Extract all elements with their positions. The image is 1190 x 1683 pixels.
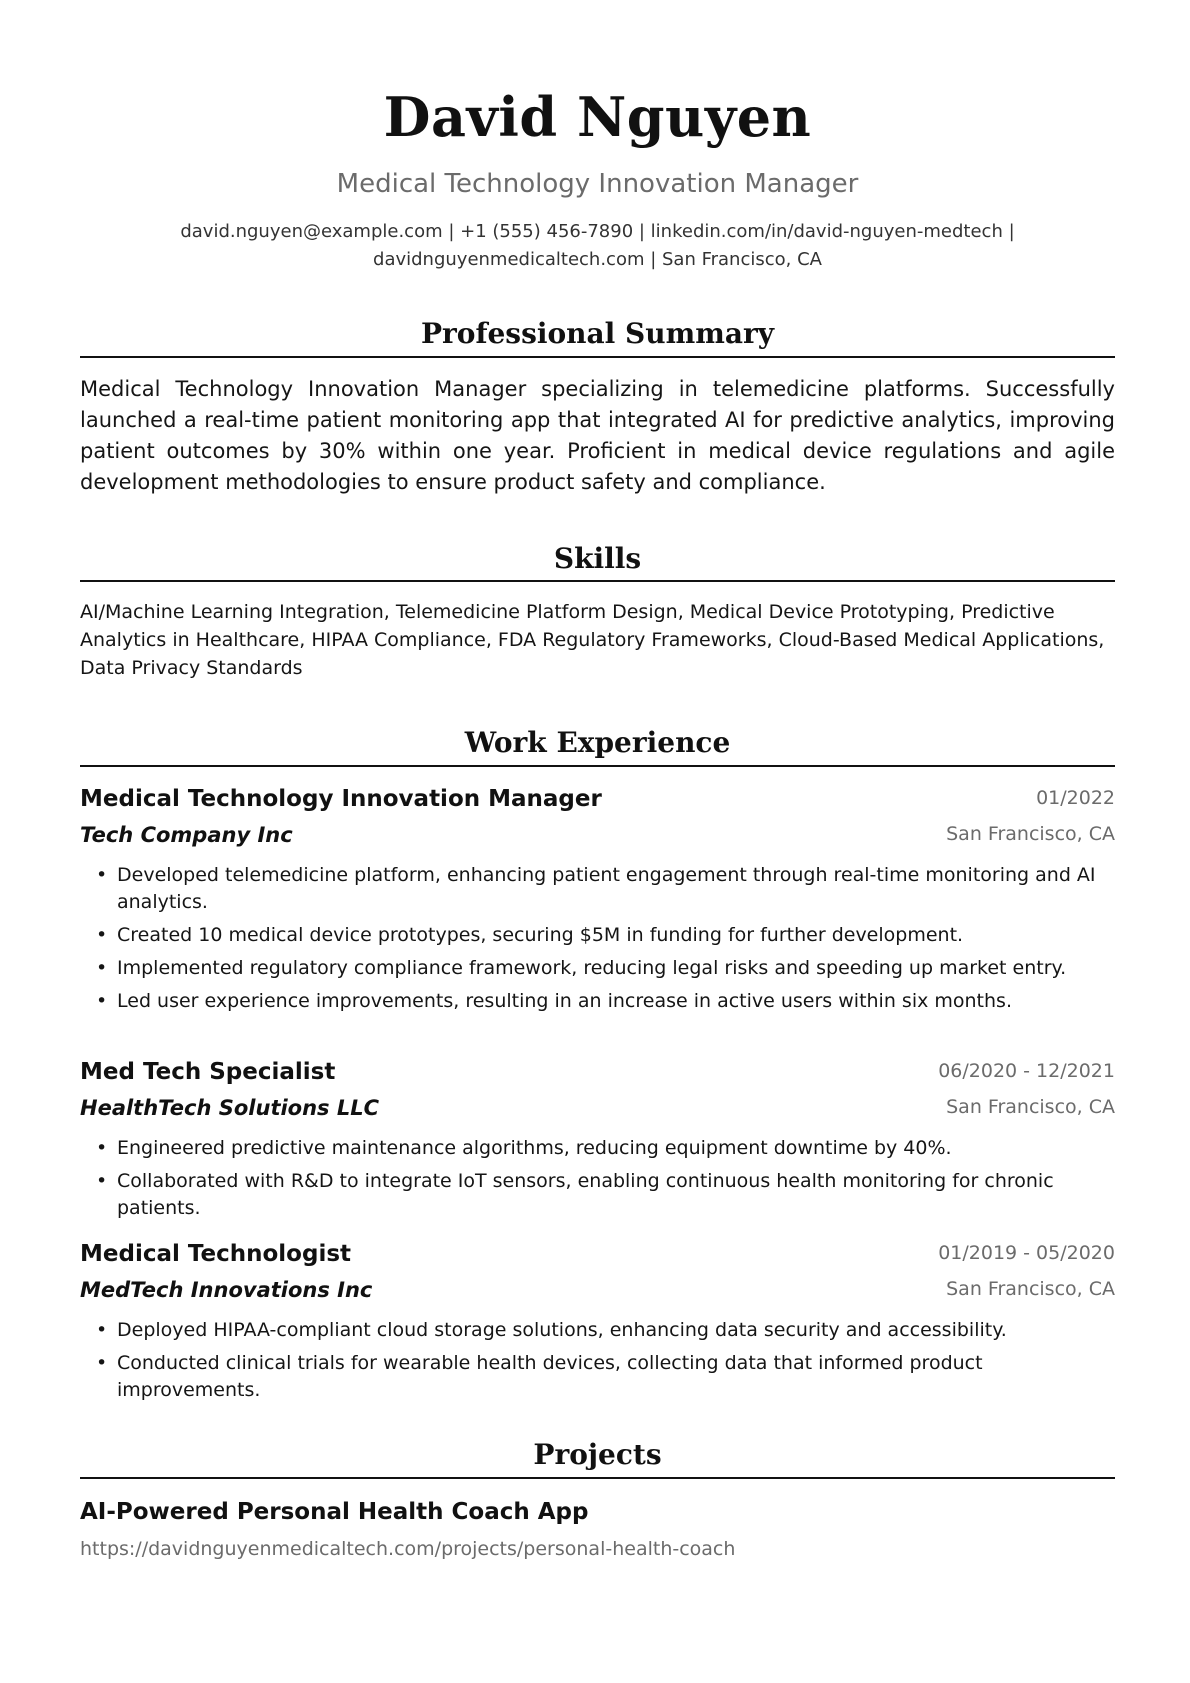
job-bullets bbox=[80, 1317, 1115, 1404]
project-link[interactable]: https://davidnguyenmedicaltech.com/projects/personal-health-coach bbox=[80, 1538, 736, 1560]
job-entry bbox=[80, 1237, 1115, 1410]
job-date: 06/2020 - 12/2021 bbox=[938, 1060, 1115, 1082]
experience-divider bbox=[80, 765, 1115, 767]
project-title: AI-Powered Personal Health Coach App bbox=[80, 1499, 589, 1525]
job-bullet: • Conducted clinical trials for wearable health devices, collecting data that informed product improvements. bbox=[80, 1350, 1115, 1404]
job-date: 01/2022 bbox=[1036, 787, 1115, 809]
skills-divider bbox=[80, 580, 1115, 582]
experience-section-title: Work Experience bbox=[464, 726, 731, 759]
job-location: San Francisco, CA bbox=[946, 1278, 1115, 1300]
summary-divider bbox=[80, 356, 1115, 358]
job-title: Medical Technologist bbox=[80, 1241, 352, 1267]
job-bullet: • Led user experience improvements, resulting in an increase in active users within six months. bbox=[80, 988, 1115, 1015]
job-company: HealthTech Solutions LLC bbox=[80, 1096, 380, 1120]
contact-info bbox=[80, 218, 1115, 274]
job-bullet: • Created 10 medical device prototypes, securing $5M in funding for further development. bbox=[80, 922, 1115, 949]
job-date: 01/2019 - 05/2020 bbox=[938, 1242, 1115, 1264]
skills-section-title: Skills bbox=[553, 542, 642, 575]
projects-divider bbox=[80, 1477, 1115, 1479]
job-entry bbox=[80, 782, 1115, 1021]
job-entry bbox=[80, 1055, 1115, 1228]
contact-line-1: david.nguyen@example.com | +1 (555) 456-7890 | linkedin.com/in/david-nguyen-medtech | bbox=[180, 221, 1015, 242]
job-title: Medical Technology Innovation Manager bbox=[80, 786, 602, 812]
job-bullet: • Deployed HIPAA-compliant cloud storage solutions, enhancing data security and accessibility. bbox=[80, 1317, 1115, 1344]
projects-section-title: Projects bbox=[533, 1438, 662, 1471]
job-title: Med Tech Specialist bbox=[80, 1059, 336, 1085]
summary-text: Medical Technology Innovation Manager specializing in telemedicine platforms. Successfully launched a real-time patient monitoring app that integrated AI for predictive analytics, improving patient outcomes by 30% within one year. Proficient in medical device regulations and agile development methodologies to ensure product safety and compliance. bbox=[80, 377, 1115, 494]
candidate-headline: Medical Technology Innovation Manager bbox=[336, 169, 859, 199]
job-bullet: • Implemented regulatory compliance framework, reducing legal risks and speeding up market entry. bbox=[80, 955, 1115, 982]
summary-section-title: Professional Summary bbox=[420, 317, 775, 350]
job-company: MedTech Innovations Inc bbox=[80, 1278, 373, 1302]
job-bullets bbox=[80, 1135, 1115, 1222]
job-location: San Francisco, CA bbox=[946, 1096, 1115, 1118]
job-bullets bbox=[80, 862, 1115, 1015]
job-location: San Francisco, CA bbox=[946, 823, 1115, 845]
job-bullet: • Collaborated with R&D to integrate IoT sensors, enabling continuous health monitoring for chronic patients. bbox=[80, 1168, 1115, 1222]
candidate-name: David Nguyen bbox=[383, 85, 812, 149]
contact-line-2: davidnguyenmedicaltech.com | San Francisco, CA bbox=[373, 249, 822, 270]
job-bullet: • Engineered predictive maintenance algorithms, reducing equipment downtime by 40%. bbox=[80, 1135, 1115, 1162]
job-company: Tech Company Inc bbox=[80, 823, 293, 847]
skills-text: AI/Machine Learning Integration, Telemedicine Platform Design, Medical Device Prototyping, Predictive Analytics in Healthcare, HIPAA Compliance, FDA Regulatory Frameworks, Cloud-Based Medical Applications, Data Privacy Standards bbox=[80, 601, 1105, 679]
job-bullet: • Developed telemedicine platform, enhancing patient engagement through real-time monitoring and AI analytics. bbox=[80, 862, 1115, 916]
